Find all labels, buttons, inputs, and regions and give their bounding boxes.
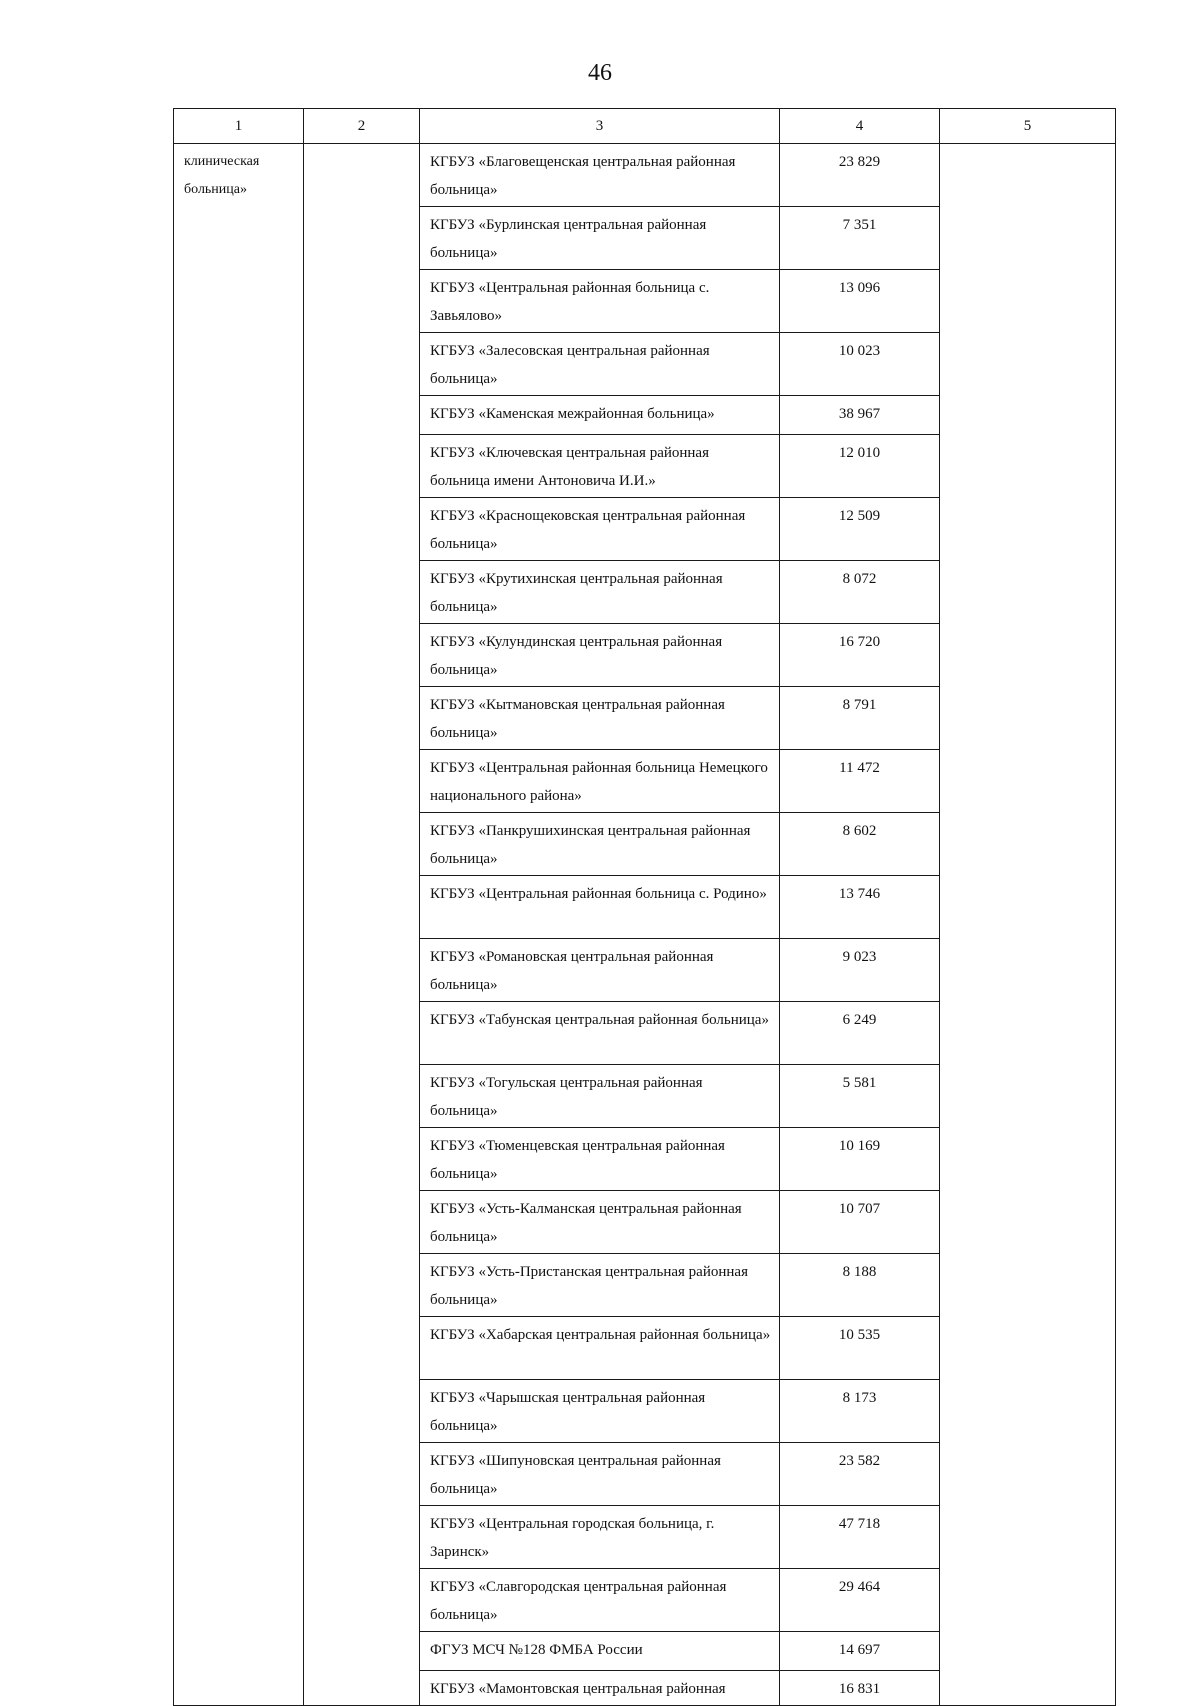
value-cell: 10 707 [780, 1191, 940, 1254]
value-cell: 5 581 [780, 1065, 940, 1128]
value-cell: 23 582 [780, 1443, 940, 1506]
value-cell: 8 173 [780, 1380, 940, 1443]
institution-name-cell: КГБУЗ «Кулундинская центральная районная больница» [420, 624, 780, 687]
institution-name-cell: КГБУЗ «Центральная районная больница с. Родино» [420, 876, 780, 939]
institution-name-cell: КГБУЗ «Мамонтовская центральная районная [420, 1671, 780, 1706]
value-cell: 11 472 [780, 750, 940, 813]
value-cell: 29 464 [780, 1569, 940, 1632]
institution-name-cell: КГБУЗ «Ключевская центральная районная больница имени Антоновича И.И.» [420, 435, 780, 498]
institution-name-cell: КГБУЗ «Каменская межрайонная больница» [420, 396, 780, 435]
value-cell: 8 602 [780, 813, 940, 876]
institution-name-cell: КГБУЗ «Бурлинская центральная районная больница» [420, 207, 780, 270]
value-cell: 12 010 [780, 435, 940, 498]
value-cell: 23 829 [780, 144, 940, 207]
value-cell: 8 072 [780, 561, 940, 624]
column-2-cell [304, 144, 420, 1706]
column-header-2: 2 [304, 109, 420, 144]
table-row [174, 144, 1116, 207]
institution-name-cell: КГБУЗ «Залесовская центральная районная больница» [420, 333, 780, 396]
value-cell: 10 535 [780, 1317, 940, 1380]
value-cell: 8 791 [780, 687, 940, 750]
value-cell: 14 697 [780, 1632, 940, 1671]
institution-name-cell: КГБУЗ «Чарышская центральная районная больница» [420, 1380, 780, 1443]
value-cell: 13 746 [780, 876, 940, 939]
institution-name-cell: КГБУЗ «Славгородская центральная районная больница» [420, 1569, 780, 1632]
value-cell: 16 720 [780, 624, 940, 687]
table-body [174, 144, 1116, 1706]
institution-name-cell: КГБУЗ «Табунская центральная районная больница» [420, 1002, 780, 1065]
value-cell: 10 169 [780, 1128, 940, 1191]
page-number: 46 [588, 60, 612, 86]
value-cell: 7 351 [780, 207, 940, 270]
value-cell: 13 096 [780, 270, 940, 333]
value-cell: 47 718 [780, 1506, 940, 1569]
institution-name-cell: КГБУЗ «Усть-Пристанская центральная районная больница» [420, 1254, 780, 1317]
value-cell: 38 967 [780, 396, 940, 435]
value-cell: 8 188 [780, 1254, 940, 1317]
institution-name-cell: КГБУЗ «Романовская центральная районная больница» [420, 939, 780, 1002]
column-header-1: 1 [174, 109, 304, 144]
institution-name-cell: КГБУЗ «Панкрушихинская центральная районная больница» [420, 813, 780, 876]
institution-name-cell: КГБУЗ «Краснощековская центральная районная больница» [420, 498, 780, 561]
institution-name-cell: КГБУЗ «Центральная районная больница с. Завьялово» [420, 270, 780, 333]
institution-name-cell: КГБУЗ «Кытмановская центральная районная больница» [420, 687, 780, 750]
column-header-4: 4 [780, 109, 940, 144]
institution-name-cell: КГБУЗ «Центральная городская больница, г. Заринск» [420, 1506, 780, 1569]
column-5-cell [940, 144, 1116, 1706]
column-header-5: 5 [940, 109, 1116, 144]
institution-name-cell: КГБУЗ «Хабарская центральная районная больница» [420, 1317, 780, 1380]
institution-name-cell: КГБУЗ «Тюменцевская центральная районная больница» [420, 1128, 780, 1191]
value-cell: 6 249 [780, 1002, 940, 1065]
value-cell: 12 509 [780, 498, 940, 561]
value-cell: 16 831 [780, 1671, 940, 1706]
institution-name-cell: КГБУЗ «Центральная районная больница Немецкого национального района» [420, 750, 780, 813]
institution-name-cell: КГБУЗ «Крутихинская центральная районная больница» [420, 561, 780, 624]
organization-type-cell: клиническая больница» [174, 144, 304, 1706]
value-cell: 10 023 [780, 333, 940, 396]
institution-name-cell: КГБУЗ «Тогульская центральная районная больница» [420, 1065, 780, 1128]
institution-name-cell: ФГУЗ МСЧ №128 ФМБА России [420, 1632, 780, 1671]
column-header-3: 3 [420, 109, 780, 144]
institution-name-cell: КГБУЗ «Благовещенская центральная районная больница» [420, 144, 780, 207]
institution-name-cell: КГБУЗ «Усть-Калманская центральная районная больница» [420, 1191, 780, 1254]
value-cell: 9 023 [780, 939, 940, 1002]
data-table [173, 108, 1116, 1706]
institution-name-cell: КГБУЗ «Шипуновская центральная районная больница» [420, 1443, 780, 1506]
header-row [174, 109, 1116, 144]
